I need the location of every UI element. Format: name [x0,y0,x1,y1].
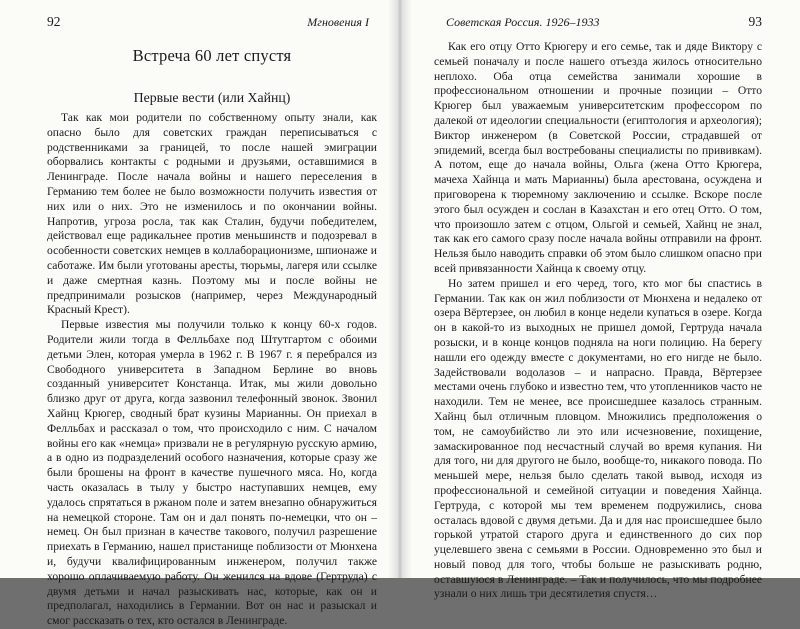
left-page-header [47,14,377,34]
right-paragraph-2: Но затем пришел и его черед, того, кто мог бы спастись в Германии. Так как он жил поблизости от Мюнхена и недалеко от озера Вёртерзее, он любил в конце недели купаться в озере. Когда он в какой-то из выходных не пришел домой, Гертруда начала розыски, и в конце концов подняла на ноги полицию. На берегу нашли его одежду вместе с документами, но его нигде не было. Задействовали водолазов – и напрасно. Правда, Вёртерзее местами очень глубоко и известно тем, что утопленников часто не находили. Тем не менее, все происшедшее казалось странным. Хайнц был отличным пловцом. Множились предположения о том, не самоубийство ли это или исчезновение, похищение, замаскированное под несчастный случай во время купания. Ни для того, ни для другого не было, вообще-то, никакого повода. По меньшей мере, нельзя было сделать такой вывод, исходя из профессиональной и семейной ситуации и поведения Хайнца. Гертруда, с которой мы тем временем подружились, снова осталась вдовой с двумя детьми. Да и для нас происшедшее было горькой утратой старого друга и единственного до сих пор уцелевшего звена с семьями в России. Одновременно это был и новый повод для того, чтобы больше не разыскивать родню, оставшуюся в Ленинграде. – Так и получилось, что мы подробнее узнали о них лишь три десятилетия спустя… [434,276,762,601]
running-title-right: Советская Россия. 1926–1933 [446,15,600,29]
page-number-left: 92 [47,14,61,29]
book-gutter [388,0,412,578]
section-title: Первые вести (или Хайнц) [133,90,291,105]
right-page [401,0,800,601]
right-paragraph-1: Как его отцу Отто Крюгеру и его семье, так и дяде Виктору с семьей поначалу и после нашего отъезда жилось относительно неплохо. Оба отца семейства занимали хорошие в профессиональном отношении и прочные позиции – Отто Крюгер был уважаемым университетским профессором по далекой от идеологии специальности (египтология и археология); Виктор инженером (в Советской России, страдавшей от эпидемий, всегда был востребованы специалисты по прививкам). А потом, еще до начала войны, Ольга (жена Отто Крюгера, мачеха Хайнца и мать Марианны) была арестована, осуждена и приговорена к тюремному заключению и ссылке. Вскоре после этого был осужден и сослан в Казахстан и его отец Отто. О том, что произошло затем с отцом, Ольгой и семьей, Хайнц не знал, так как его самого сразу после начала войны отправили на фронт. Нельзя было наводить справки об этом было слишком опасно при всей привязанности Хайнца к своему отцу. [434,40,762,275]
left-paragraph-2: Первые известия мы получили только к концу 60-х годов. Родители жили тогда в Фелльбахе под Штутгартом с обоими детьми Элен, которая умерла в 1962 г. В 1967 г. я перебрался из Свободного университета в Западном Берлине во вновь созданный университет Констанца. Итак, мы жили довольно близко друг от друга, когда зазвонил телефонный звонок. Звонил Хайнц Крюгер, сводный брат кузины Марианны. Он приехал в Фелльбах и рассказал о том, что происходило с ним. С началом войны его как «немца» призвали не в регулярную русскую армию, а в одно из подразделений особого назначения, которые сразу же были брошены на фронт в качестве пушечного мяса. Но, когда часть оказалась в тылу у быстро наступавших немцев, ему удалось спрятаться в ржаном поле и затем внезапно обнаружиться на немецкой стороне. Там он и дал понять по-немецки, что он – немец. Он был признан в качестве такового, получил разрешение приехать в Германию, нашел пристанище поблизости от Мюнхена и, будучи квалифицированным инженером, получил также хорошо оплачиваемую работу. Он женился на вдове (Гертруда) с двумя детьми и начал разыскивать нас, которые, как он и предполагал, находились в Германии. Вот он нас и разыскал и смог рассказать о тех, кто остался в Ленинграде. [47,318,377,628]
left-paragraph-1: Так как мои родители по собственному опыту знали, как опасно было для советских граждан переписываться с родственниками за границей, то после нашей эмиграции оборвались контакты с родными и друзьями, оставшимися в Ленинграде. После начала войны и нашего переселения в Германию тем более не было возможности получить известия от них или о них. Это не изменилось и по окончании войны. Напротив, угроза росла, так как Сталин, будучи победителем, действовал еще радикальнее против меньшинств и подозревал в особенности советских немцев в коллаборационизме, шпионаже и саботаже. Им были уготованы аресты, тюрьмы, лагеря или ссылке и даже смертная казнь. Поэтому мы и после войны не предпринимали розысков (например, через Международный Красный Крест). [47,111,377,317]
right-page-header [434,14,762,34]
chapter-title: Встреча 60 лет спустя [132,46,292,65]
running-title-left: Мгновения I [307,15,369,29]
page-number-right: 93 [748,14,762,29]
left-page [0,0,399,628]
